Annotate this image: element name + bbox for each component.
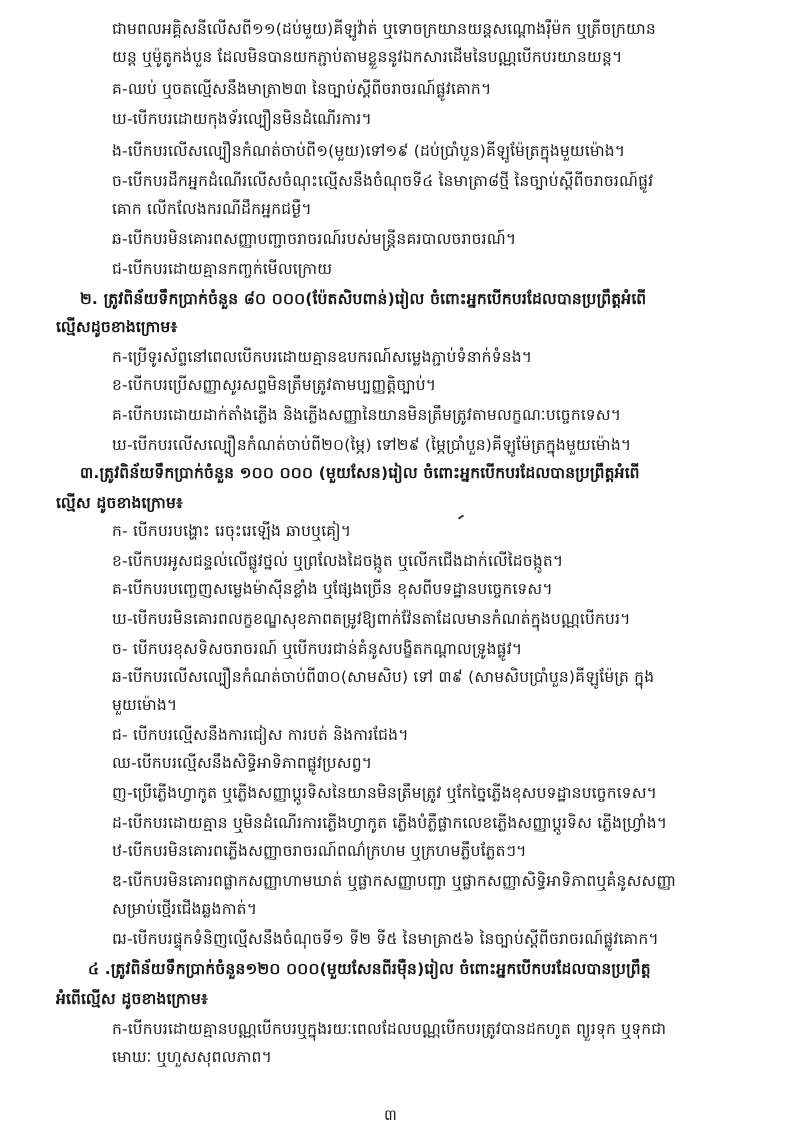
text-line: ក-បើកបរដោយគ្មានបណ្ណបើកបរឬក្នុងរយៈពេលដែលបណ្ណបើកបរត្រូវបានដកហូត ព្យួរទុក ឬទុកជា	[112, 1020, 667, 1038]
page-number: ៣	[384, 1106, 397, 1124]
text-line: គ-ឈប់ ឬចតល្មើសនឹងមាត្រា២៣ នៃច្បាប់ស្តីពីចរាចរណ៍ផ្លូវគោក។	[112, 80, 492, 98]
text-line: ឃ-បើកបរមិនគោរពលក្ខខណ្ឌសុខភាពតម្រូវឱ្យពាក់វ៉ែនតាដែលមានកំណត់ក្នុងបណ្ណបើកបរ។	[112, 610, 631, 628]
text-line: ច-បើកបរដឹកអ្នកដំណើរលើសចំណុះល្មើសនឹងចំណុចទី៤ នៃមាត្រា៨ថ្មី នៃច្បាប់ស្តីពីចរាចរណ៍ផ្លូវ	[112, 172, 654, 190]
text-line: ខ-បើកបរអូសជន្ទល់លើផ្លូវថ្នល់ ឬព្រលែងដៃចង្កូត ឬលើកជើងដាក់លើដៃចង្កូត។	[112, 552, 564, 570]
section-heading-line: ៣.ត្រូវពិន័យទឹកប្រាក់ចំនួន ១០០ ០០០ (មួយសែន)រៀល ចំពោះអ្នកបើកបរដែលបានប្រព្រឹត្តអំពើ	[80, 464, 640, 482]
text-line: ជ-បើកបរដោយគ្មានកញ្ចក់មើលក្រោយ	[112, 260, 333, 278]
text-line: ដ-បើកបរដោយគ្មាន ឬមិនដំណើរការភ្លើងហ្វាកូត ភ្លើងបំភ្លឺផ្លាកលេខភ្លើងសញ្ញាប្តូរទិស ភ្លើងហ្វ្រាំង។	[112, 814, 668, 832]
text-line: គ-បើកបរបញ្ចេញសម្លេងម៉ាស៊ីនខ្លាំង ឬផ្សែងច្រើន ខុសពីបទដ្ឋានបច្ចេកទេស។	[112, 580, 553, 598]
section-heading-line: ៤ .ត្រូវពិន័យទឹកប្រាក់ចំនួន១២០ ០០០(មួយសែនពីរម៉ឺន)រៀល ចំពោះអ្នកបើកបរដែលបានប្រព្រឹត្ត	[88, 960, 651, 978]
text-line: គោក លើកលែងករណីដឹកអ្នកជម្ងឺ។	[112, 200, 312, 218]
text-line: ឃ-បើកបរលើសល្បឿនកំណត់ចាប់ពី២០(ម្ភៃ) ទៅ២៩ (ម្ភៃប្រាំបួន)គីឡូម៉ែត្រក្នុងមួយម៉ោង។	[112, 436, 632, 454]
text-line: មួយម៉ោង។	[112, 696, 178, 714]
text-line: ឈ-បើកបរល្មើសនឹងសិទ្ធិអាទិភាពផ្លូវប្រសព្វ។	[112, 754, 373, 772]
text-line: ឆ-បើកបរលើសល្បឿនកំណត់ចាប់ពី៣០(សាមសិប) ទៅ ៣៩ (សាមសិបប្រាំបួន)គីឡូម៉ែត្រ ក្នុង	[112, 668, 655, 686]
text-line: ង-បើកបរលើសល្បឿនកំណត់ចាប់ពី១(មួយ)ទៅ១៩ (ដប់ប្រាំបួន)គីឡូម៉ែត្រក្នុងមួយម៉ោង។	[112, 142, 626, 160]
text-line: ឌ-បើកបរមិនគោរពផ្លាកសញ្ញាហាមឃាត់ ឬផ្លាកសញ្ញាបញ្ជា ឬផ្លាកសញ្ញាសិទ្ធិអាទិភាពឬគំនូសសញ្ញា	[112, 872, 677, 890]
text-line: ខ-បើកបរប្រើសញ្ញាសូរសព្ទមិនត្រឹមត្រូវតាមប្បញ្ញត្តិច្បាប់។	[112, 376, 437, 394]
text-line: ឃ-បើកបរដោយកុងទ័រល្បឿនមិនដំណើរការ។	[112, 110, 372, 128]
text-line: ញ-ប្រើភ្លើងហ្វាកូត ឬភ្លើងសញ្ញាប្តូរទិសនៃយានមិនត្រឹមត្រូវ ឬកែច្នៃភ្លើងខុសបទដ្ឋានបច្ចេកទេស។	[112, 784, 658, 802]
section-heading-line: ២. ត្រូវពិន័យទឹកប្រាក់ចំនួន ៨០ ០០០(ប៉ែតសិបពាន់)រៀល ចំពោះអ្នកបើកបរដែលបានប្រព្រឹត្តអំពើ	[80, 290, 647, 308]
text-line: ជាមពលអគ្គិសនីលើសពី១១(ដប់មួយ)គីឡូវ៉ាត់ ឬទោចក្រយានយន្តសណ្តោងរ៉ឺម៉ក ឬត្រីចក្រយាន	[112, 20, 656, 38]
section-heading-line: ល្មើសដូចខាងក្រោម៖	[56, 318, 178, 336]
text-line: យន្ត ឬម៉ូតូកង់បួន ដែលមិនបានយកភ្ជាប់តាមខ្លួននូវឯកសារដើមនៃបណ្ណបើកបរយានយន្ត។	[112, 48, 623, 66]
text-line: ជ- បើកបរល្មើសនឹងការជៀស ការបត់ និងការជែង។	[112, 726, 409, 744]
text-line: ច- បើកបរខុសទិសចរាចរណ៍ ឬបើកបរជាន់គំនូសបង្ខិតកណ្តាលទ្រូងផ្លូវ។	[112, 640, 523, 658]
text-line: ឍ-បើកបរផ្ទុកទំនិញល្មើសនឹងចំណុចទី១ ទី២ ទី៥ នៃមាត្រា៥៦ នៃច្បាប់ស្តីពីចរាចរណ៍ផ្លូវគោក។	[112, 930, 659, 948]
text-line: ឆ-បើកបរមិនគោរពសញ្ញាបញ្ជាចរាចរណ៍របស់មន្ត្រីនគរបាលចរាចរណ៍។	[112, 230, 517, 248]
text-line: ឋ-បើកបរមិនគោរពភ្លើងសញ្ញាចរាចរណ៍ពណ៌ក្រហម ឬក្រហមភ្លឹបភ្លែតៗ។	[112, 842, 527, 860]
section-heading-line: អំពើល្មើស ដូចខាងក្រោម៖	[56, 990, 209, 1008]
section-heading-line: ល្មើស ដូចខាងក្រោម៖	[56, 494, 184, 512]
text-line: មោឃៈ ឬហួសសុពលភាព។	[112, 1048, 273, 1066]
text-line: ក-ប្រើទូរស័ព្ទនៅពេលបើកបរដោយគ្មានឧបករណ៍សម្លេងភ្ជាប់ទំនាក់ទំនង។	[112, 348, 533, 366]
text-line: ក- បើកបរបង្ហោះ រេចុះរេឡើង ឆាបឬគៀ។	[112, 522, 352, 540]
text-line: គ-បើកបរដោយដាក់តាំងភ្លើង និងភ្លើងសញ្ញានៃយានមិនត្រឹមត្រូវតាមលក្ខណៈបច្ចេកទេស។	[112, 406, 622, 424]
text-line: សម្រាប់ថ្មើរជើងឆ្លងកាត់។	[112, 900, 258, 918]
